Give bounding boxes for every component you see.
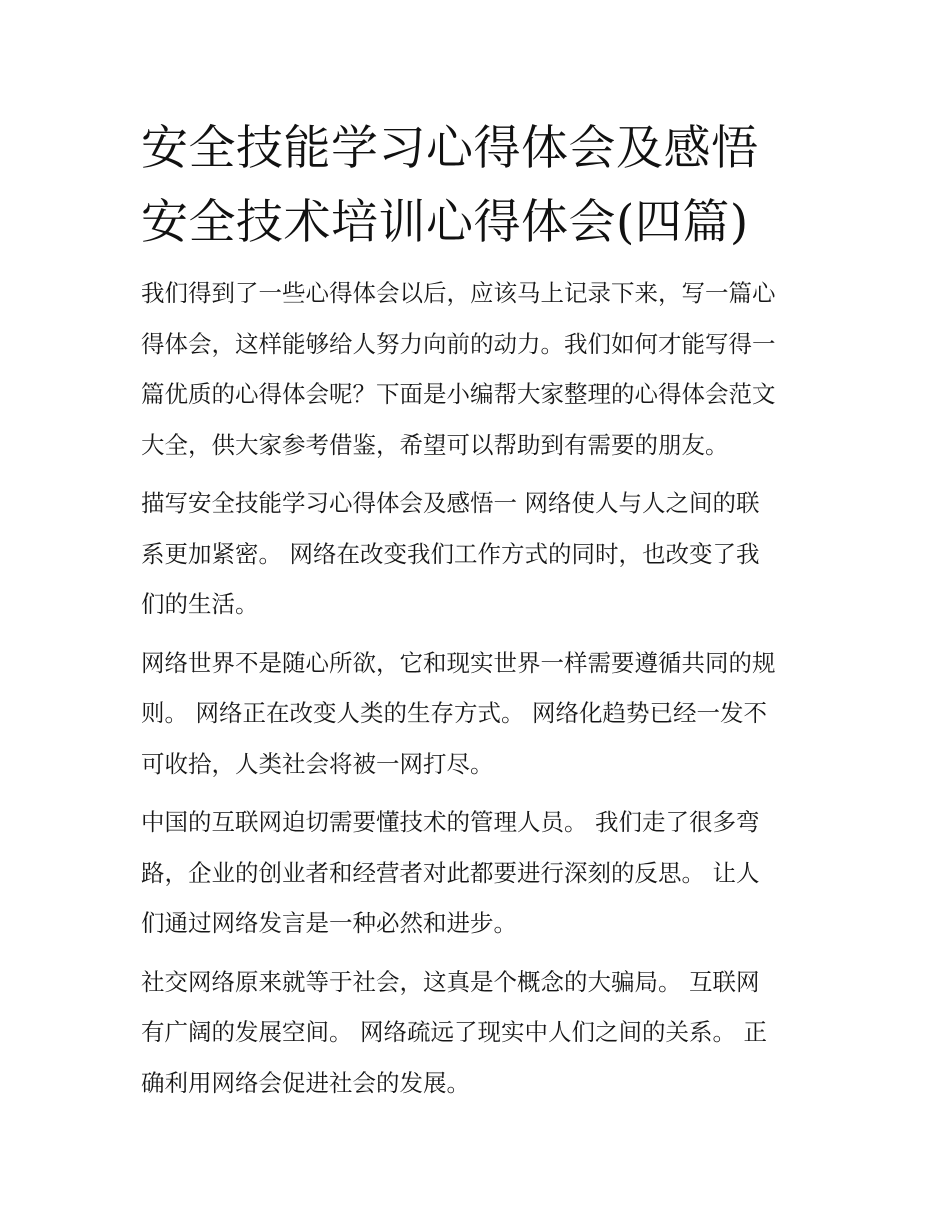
paragraph-line: 大全，供大家参考借鉴，希望可以帮助到有需要的朋友。 — [141, 430, 729, 459]
paragraph-line: 系更加紧密。 网络在改变我们工作方式的同时，也改变了我 — [141, 539, 760, 568]
paragraph-line: 篇优质的心得体会呢？下面是小编帮大家整理的心得体会范文 — [141, 380, 776, 408]
paragraph-line: 社交网络原来就等于社会，这真是个概念的大骗局。 互联网 — [141, 967, 760, 996]
title-line: 安全技术培训心得体会(四篇) — [141, 195, 749, 250]
paragraph-line: 路，企业的创业者和经营者对此都要进行深刻的反思。 让人 — [141, 858, 760, 887]
paragraph-line: 可收拾，人类社会将被一网打尽。 — [141, 749, 494, 778]
paragraph-intro — [141, 268, 821, 470]
paragraph-line: 确利用网络会促进社会的发展。 — [141, 1068, 470, 1097]
paragraph-line: 得体会，这样能够给人努力向前的动力。我们如何才能写得一 — [141, 329, 776, 358]
paragraph-line: 们通过网络发言是一种必然和进步。 — [141, 909, 517, 937]
title-line: 安全技能学习心得体会及感悟 — [141, 121, 759, 176]
paragraph-line: 我们得到了一些心得体会以后，应该马上记录下来，写一篇心 — [141, 279, 776, 307]
paragraph-line: 描写安全技能学习心得体会及感悟一 网络使人与人之间的联 — [141, 489, 760, 517]
document-title — [141, 112, 821, 260]
paragraph-line: 有广阔的发展空间。 网络疏远了现实中人们之间的关系。 正 — [141, 1018, 767, 1046]
paragraph-social-network — [141, 957, 821, 1109]
paragraph-network-closeness — [141, 478, 821, 630]
paragraph-line: 中国的互联网迫切需要懂技术的管理人员。 我们走了很多弯 — [141, 808, 760, 836]
document-content — [141, 112, 821, 1108]
paragraph-internet-management — [141, 797, 821, 949]
paragraph-line: 网络世界不是随心所欲，它和现实世界一样需要遵循共同的规 — [141, 648, 776, 677]
paragraph-network-rules — [141, 638, 821, 790]
paragraph-line: 们的生活。 — [141, 590, 259, 618]
paragraph-line: 则。 网络正在改变人类的生存方式。 网络化趋势已经一发不 — [141, 699, 767, 727]
